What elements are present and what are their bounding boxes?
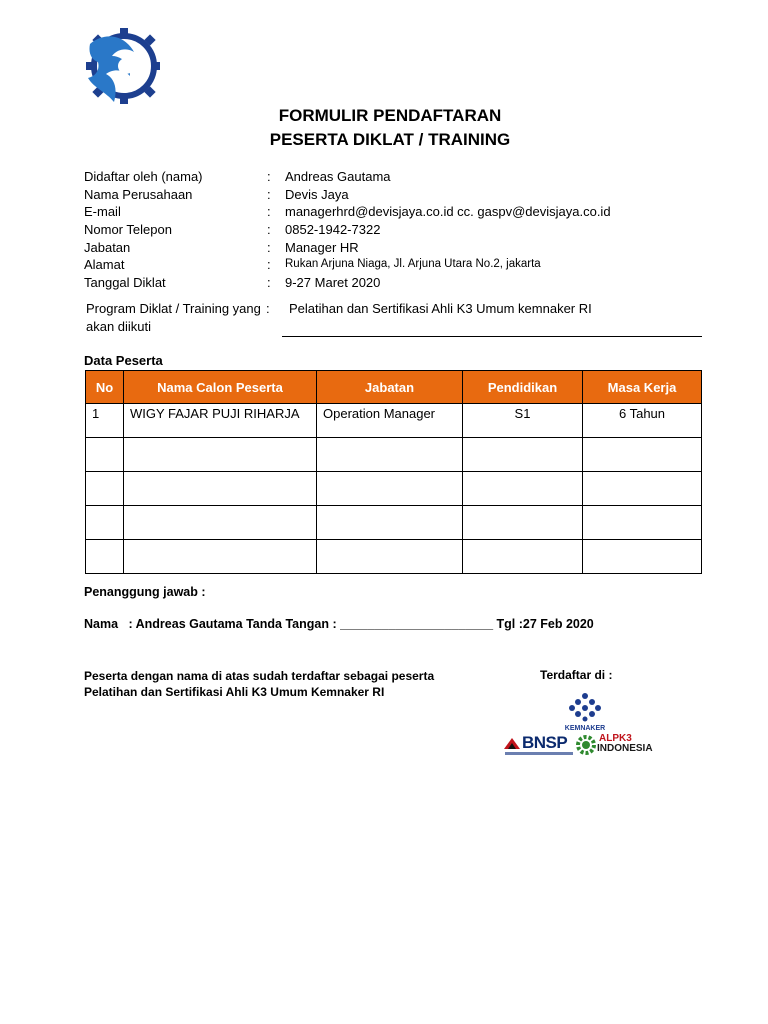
info-label: Didaftar oleh (nama)	[84, 169, 203, 184]
cell-masa-kerja	[583, 438, 702, 472]
cell-nama	[124, 438, 317, 472]
info-value: 0852-1942-7322	[285, 222, 381, 238]
kemnaker-caption: KEMNAKER	[564, 725, 606, 732]
table-row	[86, 540, 702, 574]
cell-pendidikan	[463, 472, 583, 506]
cell-pendidikan	[463, 506, 583, 540]
penanggung-jawab-label: Penanggung jawab :	[84, 585, 206, 599]
cell-pendidikan	[463, 438, 583, 472]
info-colon: :	[267, 169, 271, 184]
header-no: No	[86, 371, 124, 404]
cell-nama: WIGY FAJAR PUJI RIHARJA	[124, 404, 317, 438]
kemnaker-emblem-icon	[568, 692, 602, 722]
form-title: FORMULIR PENDAFTARAN	[278, 106, 502, 125]
cell-masa-kerja	[583, 506, 702, 540]
registration-note	[84, 668, 434, 700]
cell-no	[86, 472, 124, 506]
cell-jabatan	[317, 472, 463, 506]
cell-masa-kerja	[583, 472, 702, 506]
cell-nama	[124, 540, 317, 574]
info-colon: :	[267, 204, 271, 220]
alpk3-country-text: INDONESIA	[597, 743, 653, 754]
alpk3-text: ALPK3	[599, 733, 632, 744]
info-value: 9-27 Maret 2020	[285, 275, 381, 291]
info-value: Andreas Gautama	[285, 169, 391, 184]
participant-table	[85, 370, 702, 574]
info-colon: :	[267, 275, 271, 291]
signature-line-text: Nama : Andreas Gautama Tanda Tangan : ______________________ Tgl :27 Feb 2020	[84, 617, 594, 631]
kemnaker-logo	[560, 692, 610, 732]
info-colon: :	[267, 239, 271, 255]
program-label: Program Diklat / Training yang akan diikuti	[86, 301, 261, 334]
info-colon: :	[267, 186, 271, 202]
cell-no	[86, 438, 124, 472]
bnsp-emblem-icon	[502, 735, 522, 753]
form-subtitle: PESERTA DIKLAT / TRAINING	[269, 130, 511, 149]
header-pendidikan: Pendidikan	[463, 371, 583, 404]
cell-no: 1	[86, 404, 124, 438]
data-peserta-label: Data Peserta	[84, 353, 163, 368]
signature-line	[84, 617, 596, 631]
bnsp-text: BNSP	[522, 733, 568, 752]
alpk3-gear-icon	[575, 734, 597, 756]
cell-pendidikan: S1	[463, 404, 583, 438]
cell-jabatan	[317, 506, 463, 540]
info-label: Tanggal Diklat	[84, 275, 166, 291]
note-line-2: Pelatihan dan Sertifikasi Ahli K3 Umum Kemnaker RI	[84, 685, 385, 699]
header-jabatan: Jabatan	[317, 371, 463, 404]
info-colon: :	[267, 257, 271, 273]
program-value: Pelatihan dan Sertifikasi Ahli K3 Umum kemnaker RI	[289, 301, 592, 316]
info-value: Devis Jaya	[285, 186, 349, 202]
header-nama: Nama Calon Peserta	[124, 371, 317, 404]
table-header-row	[86, 371, 702, 404]
cell-jabatan: Operation Manager	[317, 404, 463, 438]
cell-pendidikan	[463, 540, 583, 574]
company-logo	[84, 26, 160, 106]
info-label: Alamat	[84, 257, 125, 273]
info-value: managerhrd@devisjaya.co.id cc. gaspv@devisjaya.co.id	[285, 204, 611, 220]
note-line-1: Peserta dengan nama di atas sudah terdaftar sebagai peserta	[84, 669, 435, 683]
info-value: Manager HR	[285, 239, 359, 255]
program-colon: :	[266, 301, 270, 316]
cell-masa-kerja: 6 Tahun	[583, 404, 702, 438]
bnsp-subtitle-bar	[505, 752, 573, 755]
cell-jabatan	[317, 438, 463, 472]
cell-jabatan	[317, 540, 463, 574]
cell-no	[86, 540, 124, 574]
cell-no	[86, 506, 124, 540]
cell-nama	[124, 506, 317, 540]
info-label: Nomor Telepon	[84, 222, 172, 238]
table-row	[86, 438, 702, 472]
info-label: Nama Perusahaan	[84, 186, 193, 202]
cell-masa-kerja	[583, 540, 702, 574]
table-row	[86, 506, 702, 540]
program-underline	[282, 336, 702, 337]
info-colon: :	[267, 222, 271, 238]
registered-at-label: Terdaftar di :	[540, 668, 613, 682]
info-label: E-mail	[84, 204, 121, 220]
cell-nama	[124, 472, 317, 506]
info-label: Jabatan	[84, 239, 131, 255]
header-masa-kerja: Masa Kerja	[583, 371, 702, 404]
info-value: Rukan Arjuna Niaga, Jl. Arjuna Utara No.2, jakarta	[285, 258, 541, 271]
table-row	[86, 472, 702, 506]
table-row	[86, 404, 702, 438]
